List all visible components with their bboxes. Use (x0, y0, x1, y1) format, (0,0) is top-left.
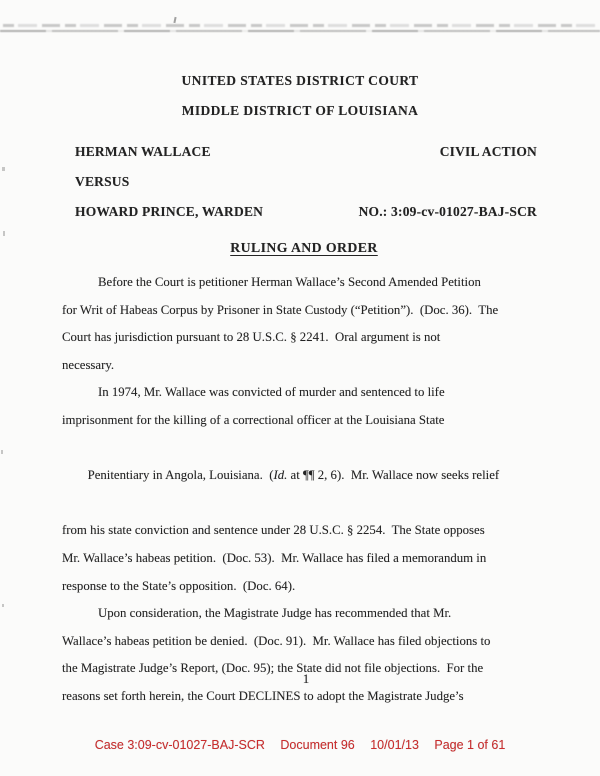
scan-noise-band-lower (0, 30, 600, 32)
text-line: Before the Court is petitioner Herman Wallace’s Second Amended Petition (98, 275, 481, 289)
scan-speck (2, 604, 4, 607)
text-line: necessary. (62, 357, 115, 372)
text-line: imprisonment for the killing of a correctional officer at the Louisiana State (62, 412, 445, 427)
footer-case-number: Case 3:09-cv-01027-BAJ-SCR (94, 738, 265, 752)
text-line: Mr. Wallace’s habeas petition. (Doc. 53). Mr. Wallace has filed a memorandum in (62, 550, 487, 565)
court-header (0, 66, 600, 126)
caption-row (75, 167, 537, 197)
text-segment: at ¶¶ 2, 6). Mr. Wallace now seeks relief (287, 468, 500, 483)
ruling-title: RULING AND ORDER (230, 240, 378, 255)
scan-speck (3, 231, 5, 236)
text-line: for Writ of Habeas Corpus by Prisoner in State Custody (“Petition”). (Doc. 36). The (62, 302, 499, 317)
footer-page-count: Page 1 of 61 (434, 738, 506, 752)
case-caption (75, 137, 537, 227)
civil-action-label: CIVIL ACTION (439, 144, 537, 159)
case-number: NO.: 3:09-cv-01027-BAJ-SCR (358, 204, 537, 219)
paragraph (62, 379, 540, 600)
text-line: Wallace’s habeas petition be denied. (Doc. 91). Mr. Wallace has filed objections to (62, 633, 491, 648)
text-line: from his state conviction and sentence under 28 U.S.C. § 2254. The State opposes (62, 523, 485, 538)
scan-speck (2, 167, 5, 171)
text-line: reasons set forth herein, the Court DECLINES to adopt the Magistrate Judge’s (62, 688, 464, 703)
footer-date: 10/01/13 (370, 738, 419, 752)
footer-stamp (0, 738, 600, 753)
caption-row (75, 197, 537, 227)
page-number: 1 (302, 671, 310, 686)
text-segment: Penitentiary in Angola, Louisiana. ( (87, 468, 274, 483)
document-body (62, 269, 540, 711)
plaintiff-name: HERMAN WALLACE (75, 144, 211, 159)
court-name: UNITED STATES DISTRICT COURT (181, 73, 419, 88)
versus-label: VERSUS (75, 174, 130, 189)
text-line: Court has jurisdiction pursuant to 28 U.S.C. § 2241. Oral argument is not (62, 330, 441, 345)
text-line: the Magistrate Judge’s Report, (Doc. 95); the State did not file objections. For the (62, 661, 484, 676)
text-line (62, 435, 540, 518)
scan-speck (1, 450, 3, 454)
scan-noise-band-upper (3, 24, 597, 27)
text-line: response to the State’s opposition. (Doc. 64). (62, 578, 296, 593)
footer-document-number: Document 96 (280, 738, 355, 752)
district-name: MIDDLE DISTRICT OF LOUISIANA (181, 103, 419, 118)
paragraph (62, 600, 540, 710)
defendant-name: HOWARD PRINCE, WARDEN (75, 204, 264, 219)
paragraph (62, 269, 540, 379)
italic-citation: Id. (273, 468, 288, 483)
scan-speck (173, 17, 176, 23)
caption-row (75, 137, 537, 167)
text-line: In 1974, Mr. Wallace was convicted of murder and sentenced to life (98, 385, 445, 400)
text-line: Upon consideration, the Magistrate Judge has recommended that Mr. (98, 606, 452, 621)
